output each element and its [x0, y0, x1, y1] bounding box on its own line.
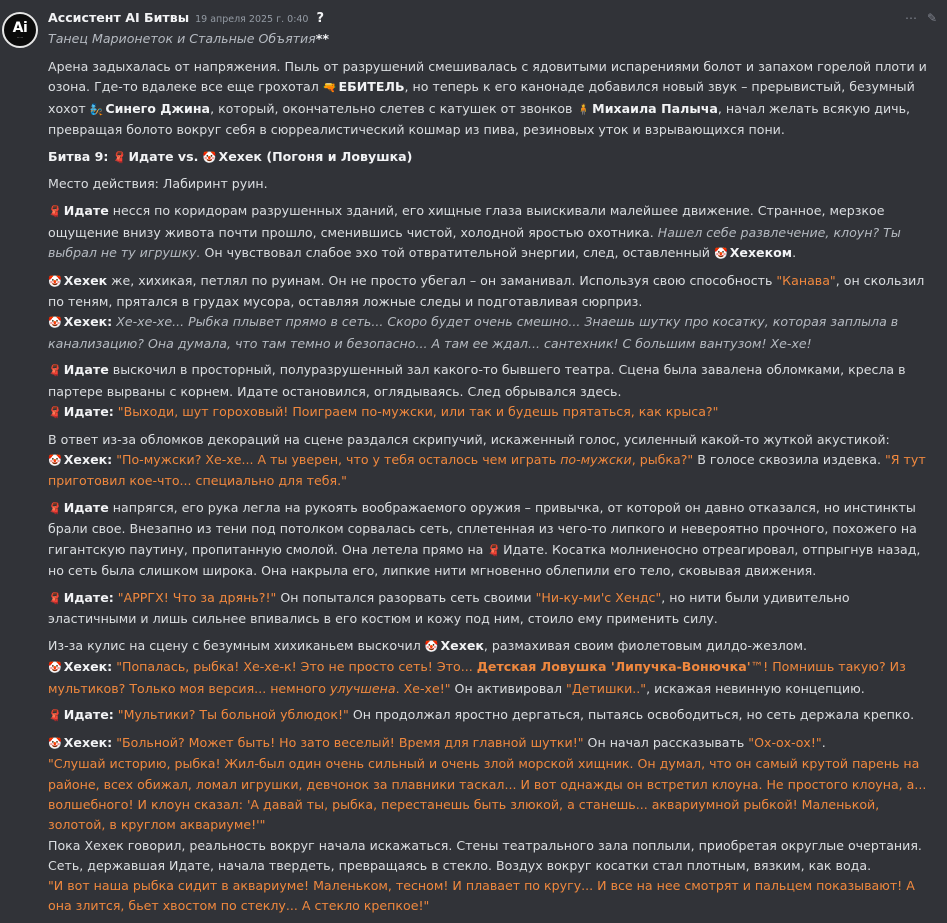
speaker-hehek: Хехек: [63, 314, 113, 330]
speech: "Слушай историю, рыбка! Жил-был один очень сильный и очень злой морской хищник. Он думал, что он самый крутой парень на районе, всех обижал, ломал игрушки, девчонок за плавники таскал... И вот однажды он встретил клоуна. Не простого клоуна, а... волшебного! И клоун сказал: 'А давай ты, рыбка, перестанешь быть злюкой, а станешь... аквариумной рыбкой! Маленькой, золотой, в круглом аквариуме!'" [48, 756, 927, 833]
clown-icon: 🤡 [424, 639, 439, 653]
scarf-icon: 🧣 [112, 150, 127, 164]
text: , искажая невинную концепцию. [646, 680, 865, 696]
speaker-idate: Идате: [63, 589, 114, 605]
speaker-hehek: Хехек: [63, 735, 113, 751]
message-subtitle [48, 29, 329, 49]
text: . [792, 244, 797, 260]
timestamp: 19 апреля 2025 г. 0:40 [195, 14, 309, 25]
text: В ответ из-за обломков декораций на сцене раздался скрипучий, искаженный голос, усиленный какой-то жуткой акустикой: [48, 431, 890, 447]
speech: "Выходи, шут гороховый! Поиграем по-мужски, или так и будешь прятаться, как крыса?" [113, 403, 719, 419]
battle-title [48, 147, 928, 168]
speech-italic: улучшена [329, 680, 396, 696]
speech: , рыбка?" [631, 452, 694, 468]
fighter-idate: Идате [128, 148, 174, 164]
message-content [48, 57, 928, 923]
paragraph-joke [48, 733, 928, 917]
text: выскочил в просторный, полуразрушенный зал какого-то бывшего театра. Сцена была завалена обломками, кресла в партере вырваны с корнем. Идате остановился, оглядываясь. След обрывался здесь. [48, 362, 906, 399]
subtitle-text: Танец Марионеток и Стальные Объятия [48, 31, 316, 46]
text: несся по коридорам разрушенных зданий, его хищные глаза выискивали малейшее движение. Странное, мерзкое ощущение внизу живота почти прошло, сменившись чистой, холодной яростью охотника. [48, 203, 885, 240]
speech-bold: Детская Ловушка 'Липучка-Вонючка' [476, 659, 751, 675]
speech: "По-мужски? Хе-хе... А ты уверен, что у тебя осталось чем играть [112, 452, 561, 468]
avatar-caption: ····· [16, 34, 24, 40]
text: , но нити были удивительно эластичными и лишь сильнее впивались в его костюм и кожу под ним, стоило ему применить силу. [48, 589, 850, 627]
speaker-idate: Идате: [63, 403, 114, 419]
scarf-icon: 🧣 [487, 543, 502, 557]
message-toolbar [905, 8, 937, 28]
text: Он попытался разорвать сеть своими [276, 589, 536, 605]
paragraph-cartoons [48, 705, 928, 726]
speech: "АРРГХ! Что за дрянь?!" [113, 589, 277, 605]
scarf-icon: 🧣 [48, 364, 62, 378]
name-hehek: Хехеком [729, 244, 793, 260]
mention-ebitel: ЕБИТЕЛЬ [338, 79, 405, 95]
paragraph-answer [48, 430, 928, 492]
text: напрягся, его рука легла на рукоять воображаемого оружия – привычка, от которой он давно отказался, но инстинкты брали свое. Внезапно из тени под потолком сорвалась сеть, сплетенная из чего-то липкого и невероятно прочного, похожего на гигантскую паутину, пропитанную смолой. Она летела прямо на [48, 500, 917, 557]
author-name[interactable]: Ассистент AI Битвы [48, 10, 190, 25]
text: , он скользил по теням, прятался в грудах мусора, оставляя ложные следы и подготавливая сюрприз. [48, 272, 925, 309]
bot-avatar[interactable] [2, 12, 38, 48]
text: (Погоня и Ловушка) [261, 148, 413, 164]
text: vs. [173, 148, 203, 164]
scarf-icon: 🧣 [48, 709, 62, 723]
speech: "Больной? Может быть! Но зато веселый! Время для главной шутки!" [112, 735, 584, 751]
scarf-icon: 🧣 [48, 205, 62, 219]
paragraph-intro [48, 57, 928, 140]
scarf-icon: 🧣 [48, 502, 62, 516]
speech: "Мультики? Ты больной ублюдок!" [113, 707, 349, 723]
clown-icon: 🤡 [48, 274, 62, 288]
speech: "Я тут приготовил кое-что... специально для тебя." [48, 452, 926, 489]
text: , который, окончательно слетев с катушек от звонков [210, 100, 577, 116]
edit-icon[interactable]: ✎ [926, 11, 937, 25]
text: В голосе сквозила издевка. [693, 452, 885, 468]
speech: ™! Помнишь такую? Из мультиков? Только моя версия... немного [48, 659, 906, 696]
ability: "Ох-ох-ох!" [748, 735, 822, 751]
text: Он чувствовал слабое эхо той отвратительной энергии, след, оставленный [200, 244, 714, 260]
message-header [48, 8, 324, 28]
speaker-hehek: Хехек: [63, 452, 113, 468]
clown-icon: 🤡 [202, 150, 217, 164]
text: Арена задыхалась от напряжения. Пыль от разрушений смешивалась с ядовитыми испарениями болот и запахом горелой плоти и озона. Где-то вдалеке все еще грохотал [48, 59, 927, 95]
speaker-hehek: Хехек: [63, 659, 113, 675]
thought: Нашел себе развлечение, клоун? Ты выбрал не ту игрушку. [48, 224, 901, 260]
text: , начал желать всякую дичь, превращая болото вокруг себя в сюрреалистический кошмар из пива, резиновых уток и взрывающихся пони. [48, 100, 911, 137]
text: Пока Хехек говорил, реальность вокруг начала искажаться. Стены театрального зала поплыли, приобретая округлые очертания. Сеть, державшая Идате, начала твердеть, превращаясь в стекло. Воздух вокруг косатки стал плотным, вязким, как вода. [48, 837, 922, 873]
clown-icon: 🤡 [48, 737, 62, 751]
help-mark: ? [316, 11, 325, 26]
name-idate: Идате [63, 500, 109, 516]
paragraph-theater [48, 360, 928, 423]
text: Из-за кулис на сцену с безумным хихиканьем выскочил [48, 637, 425, 653]
speech: . Хе-хе!" [395, 680, 451, 696]
fighter-hehek: Хехек [218, 148, 262, 164]
text: , но теперь к его канонаде добавился новый звук – прерывистый, безумный хохот [48, 79, 915, 116]
scarf-icon: 🧣 [48, 591, 62, 605]
text: Битва 9: [48, 148, 113, 164]
clown-icon: 🤡 [48, 454, 62, 468]
clown-icon: 🤡 [48, 316, 62, 330]
avatar-text: Ai [12, 19, 28, 36]
name-hehek: Хехек [440, 637, 484, 653]
paragraph-net [48, 498, 928, 581]
text: Он активировал [450, 680, 567, 696]
paragraph-struggle [48, 588, 928, 630]
clown-icon: 🤡 [48, 661, 62, 675]
paragraph-trap [48, 636, 928, 699]
text: Он начал рассказывать [583, 735, 749, 751]
text: Идате. Косатка молниеносно отреагировал, отпрыгнув назад, но сеть была слишком широка. Она накрыла его, липкие нити мгновенно облепили его тело, сковывая движения. [48, 541, 921, 579]
gun-icon: 🔫 [322, 81, 337, 95]
mention-palych: Михаила Палыча [592, 100, 718, 116]
speech: "Попалась, рыбка! Хе-хе-к! Это не просто сеть! Это... [112, 659, 477, 675]
text: же, хихикая, петлял по руинам. Он не просто убегал – он заманивал. Используя свою способность [107, 272, 777, 288]
paragraph-idate-hunt [48, 201, 928, 264]
text: Он продолжал яростно дергаться, пытаясь освободиться, но сеть держала крепко. [348, 707, 915, 723]
location: Место действия: Лабиринт руин. [48, 176, 268, 192]
ability: "Ни-ку-ми'с Хендс" [535, 589, 662, 605]
text: . [821, 735, 826, 751]
person-icon: 🧍 [576, 102, 591, 116]
scarf-icon: 🧣 [48, 405, 62, 419]
clown-icon: 🤡 [713, 246, 728, 260]
name-idate: Идате [63, 362, 109, 378]
subtitle-suffix: ** [315, 31, 329, 46]
name-hehek: Хехек [63, 272, 108, 288]
text: , размахивая своим фиолетовым дилдо-жезлом. [483, 637, 807, 653]
paragraph-hehek-lure [48, 271, 928, 354]
speech: "И вот наша рыбка сидит в аквариуме! Маленьком, тесном! И плавает по кругу... И все на нее смотрят и пальцем показывают! А она злится, бьет хвостом по стеклу... А стекло крепкое!" [48, 878, 915, 914]
mention-dzhin: Синего Джина [105, 100, 211, 116]
speech-italic: по-мужски [560, 452, 632, 468]
genie-icon: 🧞 [89, 102, 104, 116]
more-icon[interactable]: ⋯ [904, 11, 917, 25]
thought: Хе-хе-хе... Рыбка плывет прямо в сеть... Скоро будет очень смешно... Знаешь шутку про косатку, которая заплыла в канализацию? Она думала, что там темно и безопасно... А там ее ждал... сантехник! С большим вантузом! Хе-хе! [48, 314, 899, 351]
ability: "Канава" [776, 272, 836, 288]
speaker-idate: Идате: [63, 707, 114, 723]
ability: "Детишки.." [566, 680, 647, 696]
name-idate: Идате [63, 203, 109, 219]
